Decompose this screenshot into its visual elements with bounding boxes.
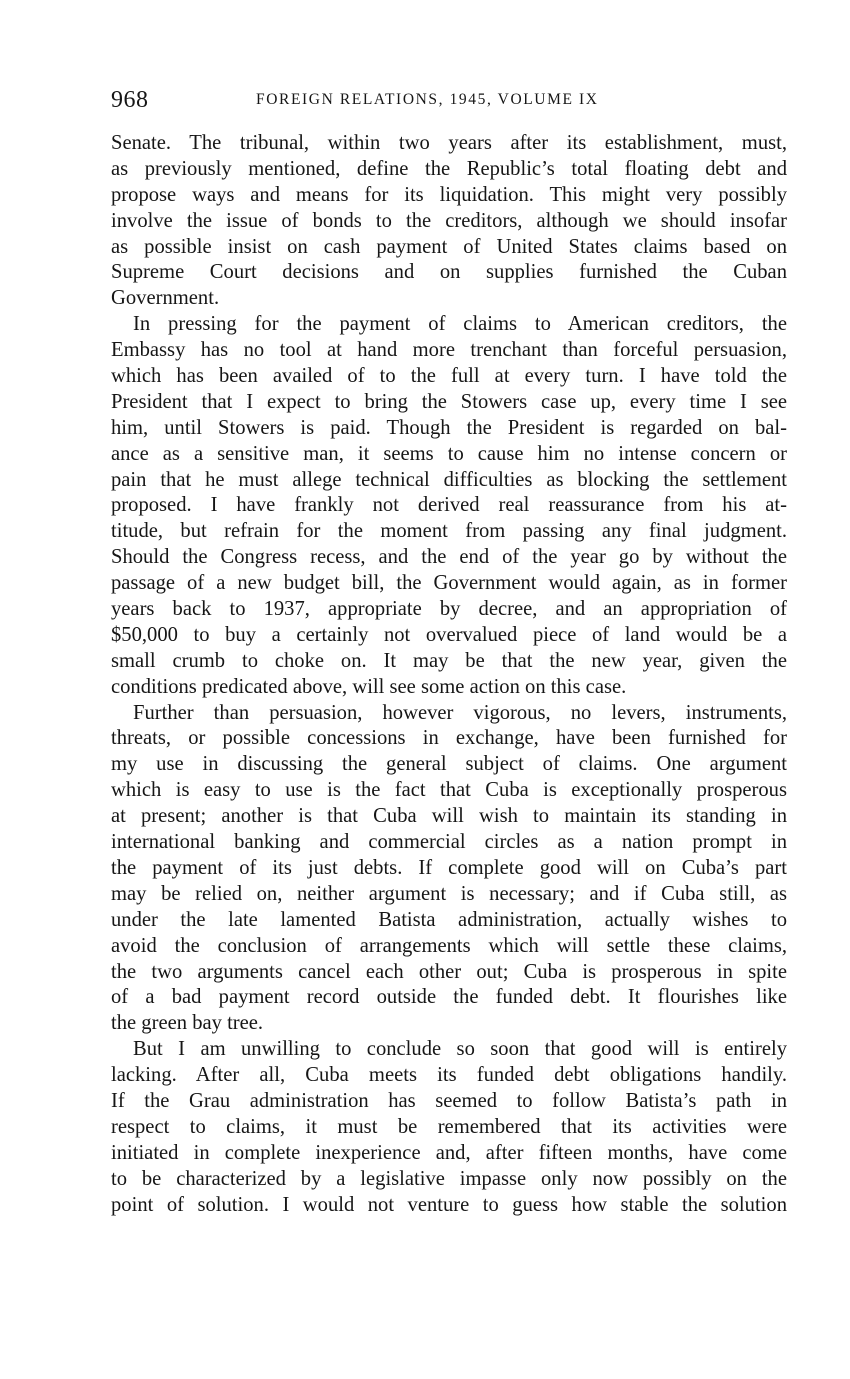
text-line: proposed. I have frankly not derived real reassurance from his at- [111,494,787,517]
text-line: conditions predicated above, will see some action on this case. [111,675,627,698]
text-line: Government. [111,287,220,310]
paragraph [111,312,787,700]
text-line: which is easy to use is the fact that Cuba is exceptionally prosperous [111,779,787,802]
text-line: the two arguments cancel each other out; Cuba is prosperous in spite [111,960,787,983]
text-line: threats, or possible concessions in exchange, have been furnished for [111,727,787,750]
text-line: my use in discussing the general subject of claims. One argument [111,753,787,776]
text-line: as possible insist on cash payment of United States claims based on [111,235,787,258]
text-line: the payment of its just debts. If complete good will on Cuba’s part [111,856,787,879]
text-line: If the Grau administration has seemed to follow Batista’s path in [111,1089,787,1112]
text-line: which has been availed of to the full at every turn. I have told the [111,365,787,388]
text-line: him, until Stowers is paid. Though the President is regarded on bal- [111,416,787,439]
text-line: small crumb to choke on. It may be that the new year, given the [111,649,787,672]
text-line: titude, but refrain for the moment from passing any final judgment. [111,520,787,543]
text-line: international banking and commercial circles as a nation prompt in [111,831,787,854]
text-line: the green bay tree. [111,1012,264,1035]
text-line: Further than persuasion, however vigorous, no levers, instruments, [133,701,787,724]
text-line: Embassy has no tool at hand more trenchant than forceful persuasion, [111,339,787,362]
text-line: Supreme Court decisions and on supplies furnished the Cuban [111,261,787,284]
text-line: In pressing for the payment of claims to American creditors, the [133,313,787,336]
text-line: propose ways and means for its liquidation. This might very possibly [111,183,787,206]
text-line: to be characterized by a legislative impasse only now possibly on the [111,1167,787,1190]
text-line: respect to claims, it must be remembered that its activities were [111,1115,787,1138]
text-line: President that I expect to bring the Stowers case up, every time I see [111,390,787,413]
text-line: $50,000 to buy a certainly not overvalued piece of land would be a [111,623,787,646]
text-line: ance as a sensitive man, it seems to cause him no intense concern or [111,442,787,465]
paragraph [111,131,787,312]
page-number: 968 [111,87,149,113]
text-line: avoid the conclusion of arrangements which will settle these claims, [111,934,787,957]
text-line: as previously mentioned, define the Republic’s total floating debt and [111,157,787,180]
text-line: years back to 1937, appropriate by decree, and an appropriation of [111,598,787,621]
text-line: Senate. The tribunal, within two years after its establishment, must, [111,132,787,154]
text-line: point of solution. I would not venture to guess how stable the solution [111,1193,787,1216]
text-line: involve the issue of bonds to the creditors, although we should insofar [111,209,787,232]
text-line: initiated in complete inexperience and, after fifteen months, have come [111,1141,787,1164]
text-line: passage of a new budget bill, the Government would again, as in former [111,572,787,595]
text-line: under the late lamented Batista administration, actually wishes to [111,908,787,931]
text-line: of a bad payment record outside the funded debt. It flourishes like [111,986,787,1009]
paragraph [111,1037,787,1218]
text-line: pain that he must allege technical difficulties as blocking the settlement [111,468,787,491]
body-text [111,131,787,1218]
text-line: But I am unwilling to conclude so soon that good will is entirely [133,1038,787,1061]
text-line: lacking. After all, Cuba meets its funded debt obligations handily. [111,1064,787,1087]
header-title: FOREIGN RELATIONS, 1945, VOLUME IX [256,91,599,108]
running-header [111,86,787,114]
text-line: may be relied on, neither argument is necessary; and if Cuba still, as [111,882,787,905]
paragraph [111,701,787,1038]
text-line: Should the Congress recess, and the end of the year go by without the [111,546,787,569]
text-line: at present; another is that Cuba will wish to maintain its standing in [111,805,787,828]
